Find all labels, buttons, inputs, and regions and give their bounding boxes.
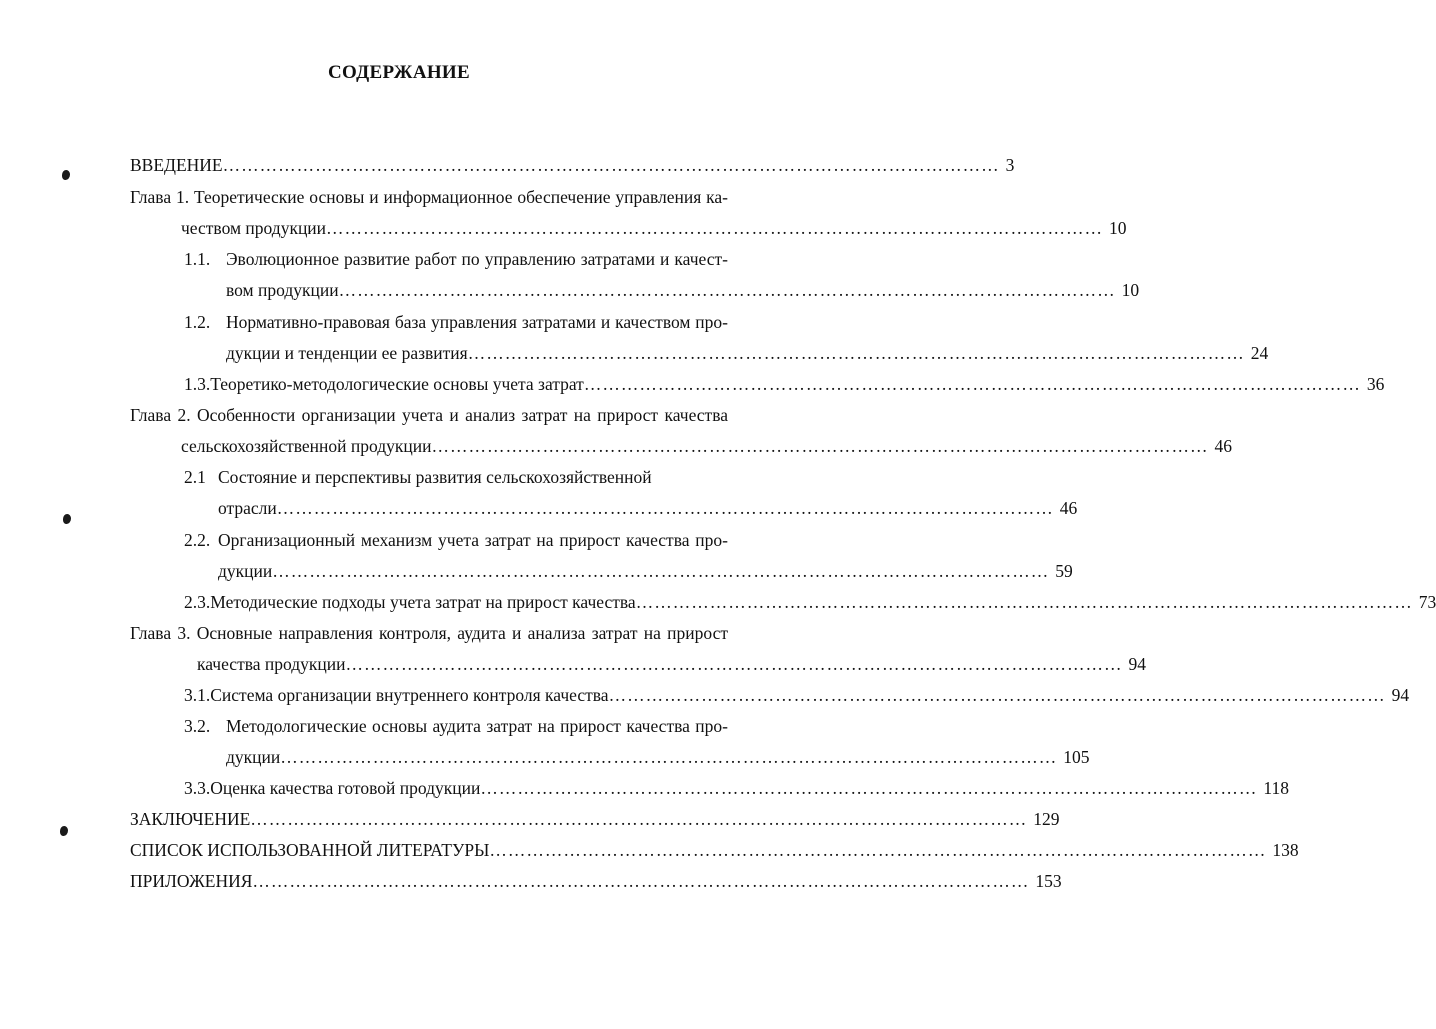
toc-section-1-2-cont: дукции и тенденции ее развития ……………………………………………………………………………………………………………… 24 (226, 343, 1269, 363)
toc-section-1-2: 1.2. Нормативно-правовая база управления затратами и качеством про- (184, 312, 728, 332)
toc-leader-dots: ……………………………………………………………………………………………………………… (276, 498, 1054, 518)
toc-section-1-1: 1.1. Эволюционное развитие работ по управлению затратами и качест- (184, 249, 728, 269)
toc-page-number: 94 (1128, 654, 1147, 674)
toc-section-3-3: 3.3. Оценка качества готовой продукции ……………………………………………………………………………………………………………… 118 (184, 778, 1289, 798)
toc-page-number: 46 (1059, 498, 1078, 518)
toc-chapter-3-entry: качества продукции ……………………………………………………………………………………………………………… 94 (197, 654, 1147, 674)
toc-page-number: 105 (1063, 747, 1090, 767)
toc-page-number: 46 (1214, 436, 1232, 456)
toc-leader-dots: ……………………………………………………………………………………………………………… (467, 343, 1245, 363)
toc-section-2-2: 2.2. Организационный механизм учета затрат на прирост качества про- (184, 530, 728, 550)
toc-section-1-1-cont: вом продукции ……………………………………………………………………………………………………………… 10 (226, 280, 1140, 300)
toc-chapter-2-title: Глава 2. Особенности организации учета и анализ затрат на прирост качества (130, 405, 728, 425)
ink-blot (63, 514, 71, 524)
toc-section-2-3: 2.3. Методические подходы учета затрат на прирост качества ……………………………………………………………………………………………………………… 73 (184, 592, 1436, 612)
toc-page-number: 153 (1035, 871, 1062, 891)
toc-leader-dots: ……………………………………………………………………………………………………………… (280, 747, 1058, 767)
toc-chapter-2-entry: сельскохозяйственной продукции ……………………………………………………………………………………………………………… 46 (181, 436, 1232, 456)
toc-entry-bibliography: СПИСОК ИСПОЛЬЗОВАННОЙ ЛИТЕРАТУРЫ ……………………………………………………………………………………………………………… 138 (130, 840, 1299, 860)
toc-page-number: 10 (1121, 280, 1140, 300)
toc-section-2-1-cont: отрасли ……………………………………………………………………………………………………………… 46 (218, 498, 1078, 518)
toc-section-3-2: 3.2. Методологические основы аудита затрат на прирост качества про- (184, 716, 728, 736)
toc-leader-dots: ……………………………………………………………………………………………………………… (326, 218, 1104, 238)
toc-leader-dots: ……………………………………………………………………………………………………………… (489, 840, 1267, 860)
toc-leader-dots: ……………………………………………………………………………………………………………… (431, 436, 1209, 456)
toc-page-number: 129 (1033, 809, 1060, 829)
toc-entry-appendices: ПРИЛОЖЕНИЯ ……………………………………………………………………………………………………………… 153 (130, 871, 1062, 891)
toc-entry-intro (130, 154, 1015, 176)
ink-blot (62, 170, 70, 180)
toc-chapter-1-title: Глава 1. Теоретические основы и информационное обеспечение управления ка- (130, 187, 728, 207)
toc-leader-dots: ……………………………………………………………………………………………………………… (338, 280, 1116, 300)
toc-page-number: 94 (1391, 685, 1410, 705)
toc-section-1-3: 1.3. Теоретико-методологические основы учета затрат ……………………………………………………………………………………………………………… 36 (184, 374, 1385, 394)
toc-leader-dots: ……………………………………………………………………………………………………………… (635, 592, 1413, 612)
toc-chapter-3-title: Глава 3. Основные направления контроля, аудита и анализа затрат на прирост (130, 623, 728, 643)
toc-chapter-1-entry: чеством продукции ……………………………………………………………………………………………………………… 10 (181, 218, 1127, 238)
toc-section-3-1: 3.1. Система организации внутреннего контроля качества ……………………………………………………………………………………………………………… 94 (184, 685, 1410, 705)
toc-leader-dots: ……………………………………………………………………………………………………………… (272, 561, 1050, 581)
toc-page-number: 24 (1250, 343, 1269, 363)
toc-leader-dots: ……………………………………………………………………………………………………………… (583, 374, 1361, 394)
toc-leader-dots: ……………………………………………………………………………………………………………… (480, 778, 1258, 798)
toc-page-number: 36 (1366, 374, 1385, 394)
toc-page-number: 59 (1055, 561, 1073, 581)
toc-page-number: 3 (1005, 155, 1015, 175)
toc-section-3-2-cont: дукции ……………………………………………………………………………………………………………… 105 (226, 747, 1090, 767)
toc-section-2-2-cont: дукции ……………………………………………………………………………………………………………… 59 (218, 561, 1073, 581)
toc-leader-dots: ……………………………………………………………………………………………………………… (250, 809, 1028, 829)
toc-leader-dots: ……………………………………………………………………………………………………………… (608, 685, 1386, 705)
toc-page-number: 138 (1272, 840, 1299, 860)
toc-page-number: 10 (1109, 218, 1127, 238)
toc-entry-text: ВВЕДЕНИЕ (130, 155, 223, 175)
toc-leader-dots: ……………………………………………………………………………………………………………… (345, 654, 1123, 674)
ink-blot (60, 826, 68, 836)
toc-page-number: 73 (1418, 592, 1436, 612)
toc-leader-dots: ……………………………………………………………………………………………………………… (252, 871, 1030, 891)
page-title: СОДЕРЖАНИЕ (328, 62, 470, 83)
toc-page-number: 118 (1263, 778, 1289, 798)
toc-entry-conclusion: ЗАКЛЮЧЕНИЕ ……………………………………………………………………………………………………………… 129 (130, 809, 1060, 829)
toc-section-2-1: 2.1 Состояние и перспективы развития сельскохозяйственной (184, 467, 652, 487)
toc-leader-dots: ……………………………………………………………………………………………………………… (222, 155, 1000, 175)
